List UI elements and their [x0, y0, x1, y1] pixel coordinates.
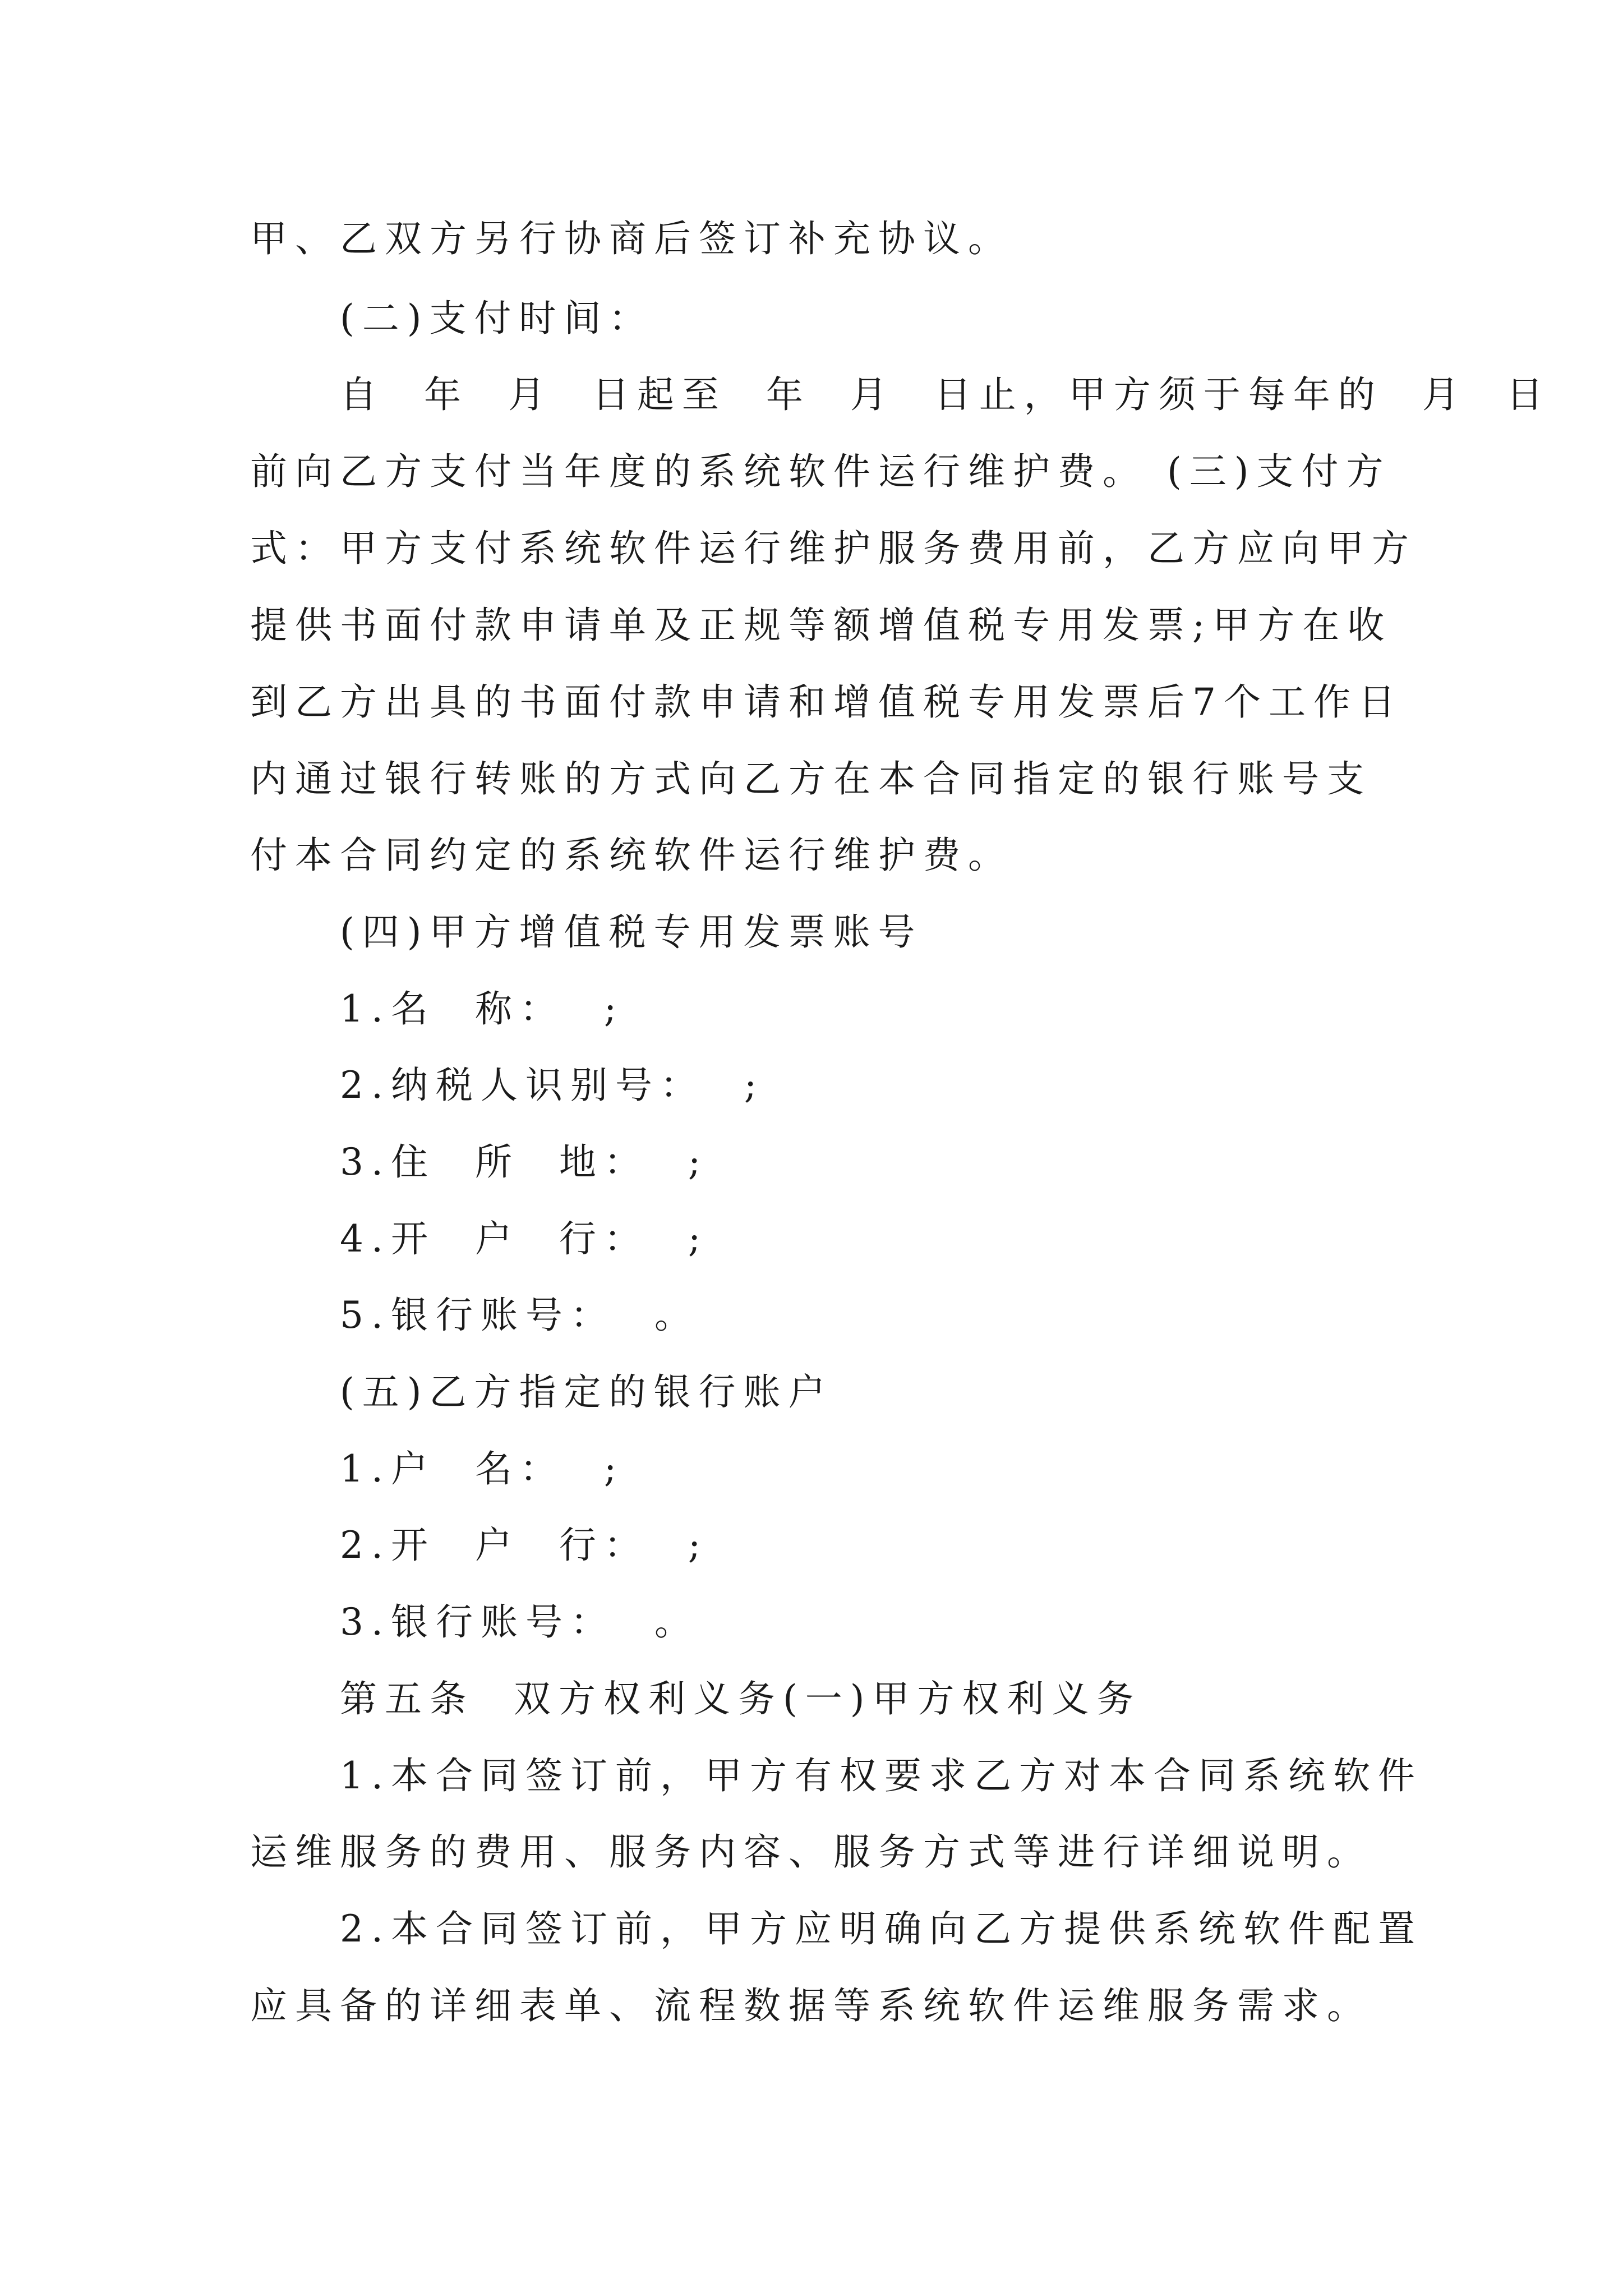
- list-item: 4.开 户 行： ;: [340, 1217, 709, 1260]
- text-line: 到乙方出具的书面付款申请和增值税专用发票后7个工作日: [250, 680, 1403, 724]
- section-heading: (五)乙方指定的银行账户: [340, 1370, 833, 1414]
- text-line: 前向乙方支付当年度的系统软件运行维护费。 (三)支付方: [250, 450, 1391, 493]
- list-item: 1.户 名： ;: [340, 1447, 625, 1490]
- text-line: 2.本合同签订前，甲方应明确向乙方提供系统软件配置: [340, 1907, 1423, 1950]
- section-heading: (二)支付时间：: [340, 297, 654, 340]
- list-item: 1.名 称： ;: [340, 987, 625, 1030]
- list-item: 2.开 户 行： ;: [340, 1524, 709, 1567]
- text-line: 付本合同约定的系统软件运行维护费。: [250, 834, 1013, 877]
- list-item: 5.银行账号： 。: [340, 1294, 699, 1337]
- section-heading: (四)甲方增值税专用发票账号: [340, 910, 923, 954]
- article-heading: 第五条 双方权利义务(一)甲方权利义务: [340, 1677, 1142, 1720]
- text-line: 运维服务的费用、服务内容、服务方式等进行详细说明。: [250, 1830, 1372, 1874]
- text-line: 甲、乙双方另行协商后签订补充协议。: [250, 217, 1013, 260]
- text-line: 1.本合同签订前，甲方有权要求乙方对本合同系统软件: [340, 1754, 1423, 1797]
- text-line: 式：甲方支付系统软件运行维护服务费用前，乙方应向甲方: [250, 527, 1417, 570]
- text-line: 应具备的详细表单、流程数据等系统软件运维服务需求。: [250, 1984, 1372, 2027]
- list-item: 3.银行账号： 。: [340, 1600, 699, 1644]
- text-line: 内通过银行转账的方式向乙方在本合同指定的银行账号支: [250, 757, 1372, 800]
- text-line: 自 年 月 日起至 年 月 日止，甲方须于每年的 月 日: [340, 373, 1551, 416]
- list-item: 2.纳税人识别号： ;: [340, 1064, 765, 1107]
- text-line: 提供书面付款申请单及正规等额增值税专用发票;甲方在收: [250, 604, 1393, 647]
- list-item: 3.住 所 地： ;: [340, 1140, 709, 1184]
